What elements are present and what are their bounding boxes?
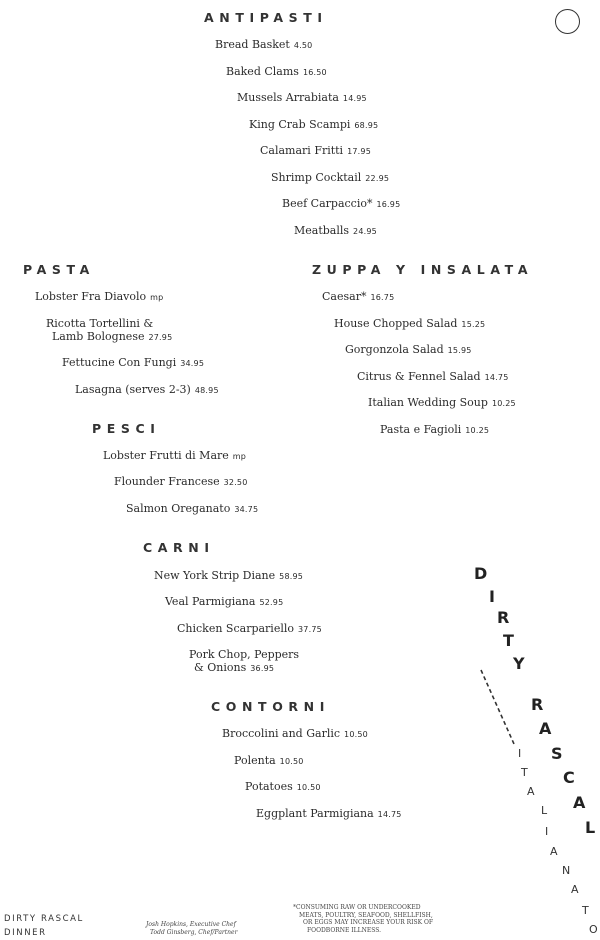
logo-letter: R [497, 608, 510, 627]
item-name: Pasta e Fagioli [380, 423, 462, 436]
footer-brand [4, 912, 84, 940]
item-name: Calamari Fritti [260, 144, 344, 157]
menu-item [294, 224, 377, 238]
item-price: 10.50 [344, 730, 368, 739]
logo-dashed-line [478, 668, 518, 748]
menu-item [282, 197, 400, 211]
section-title-pasta: PASTA [23, 262, 95, 277]
item-price: 14.95 [342, 94, 367, 103]
menu-item [46, 317, 172, 344]
logo-letter: C [563, 768, 575, 787]
menu-item [226, 65, 327, 79]
menu-item [245, 780, 321, 794]
disclaimer-line: MEATS, POULTRY, SEAFOOD, SHELLFISH, [299, 911, 433, 919]
logo-letter: L [585, 818, 596, 837]
logo-letter-small: A [571, 883, 579, 896]
logo-letter-small: A [550, 845, 558, 858]
item-price: 14.75 [377, 810, 402, 819]
item-price: 36.95 [250, 664, 275, 673]
item-name-line2: Lamb Bolognese [52, 330, 145, 343]
logo-letter-small: T [582, 904, 589, 917]
menu-item [237, 91, 367, 105]
menu-item [222, 727, 368, 741]
item-name: Eggplant Parmigiana [256, 807, 374, 820]
item-price: 16.75 [370, 293, 395, 302]
menu-item [75, 383, 219, 397]
item-price: 68.95 [354, 121, 379, 130]
logo-letter: D [474, 564, 488, 583]
menu-item [271, 171, 389, 185]
item-name: Lobster Frutti di Mare [103, 449, 229, 462]
item-price: 10.25 [491, 399, 516, 408]
logo-letter-small: N [562, 864, 571, 877]
item-name: Chicken Scarpariello [177, 622, 294, 635]
menu-item [154, 569, 303, 583]
menu-item [126, 502, 258, 516]
item-name: King Crab Scampi [249, 118, 351, 131]
item-price: 32.50 [223, 478, 248, 487]
logo-letter-small: T [521, 766, 528, 779]
disclaimer-line: FOODBORNE ILLNESS. [307, 926, 382, 934]
menu-item [114, 475, 248, 489]
item-name: Broccolini and Garlic [222, 727, 341, 740]
item-price: 16.95 [376, 200, 401, 209]
item-price: 10.25 [465, 426, 490, 435]
logo-letter-small: I [518, 747, 522, 760]
item-name: Shrimp Cocktail [271, 171, 362, 184]
item-price: 27.95 [148, 333, 173, 342]
item-name: Bread Basket [215, 38, 290, 51]
item-price: 37.75 [298, 625, 322, 634]
logo-letter-small: L [541, 804, 548, 817]
menu-item [380, 423, 489, 437]
section-title-contorni: CONTORNI [211, 699, 330, 714]
logo-letter: R [531, 695, 544, 714]
menu-item [35, 290, 163, 304]
item-name: Baked Clams [226, 65, 299, 78]
menu-item [234, 754, 304, 768]
item-name-line2: & Onions [194, 661, 247, 674]
menu-item [103, 449, 246, 463]
item-price: 14.75 [484, 373, 509, 382]
item-price: 52.95 [259, 598, 284, 607]
menu-item [260, 144, 371, 158]
item-price: 10.50 [279, 757, 304, 766]
menu-item [62, 356, 204, 370]
chef-credit: Josh Hopkins, Executive Chef [146, 921, 236, 928]
menu-item [165, 595, 283, 609]
item-name: Meatballs [294, 224, 350, 237]
item-name: House Chopped Salad [334, 317, 458, 330]
circle-mark [555, 9, 580, 34]
disclaimer-line: *CONSUMING RAW OR UNDERCOOKED [293, 904, 421, 911]
footer-brand-name: DIRTY RASCAL [4, 914, 84, 924]
menu-item [177, 622, 322, 636]
item-name: Salmon Oreganato [126, 502, 231, 515]
logo-letter-small: I [545, 825, 549, 838]
item-price: 4.50 [293, 41, 313, 50]
logo-letter: A [573, 793, 586, 812]
item-name: Beef Carpaccio* [282, 197, 373, 210]
footer-disclaimer [293, 904, 433, 934]
item-name: Veal Parmigiana [165, 595, 256, 608]
item-name: Potatoes [245, 780, 293, 793]
item-name: New York Strip Diane [154, 569, 276, 582]
item-name: Italian Wedding Soup [368, 396, 488, 409]
item-price: 22.95 [365, 174, 390, 183]
menu-item [334, 317, 485, 331]
menu-item [368, 396, 516, 410]
menu-item [256, 807, 402, 821]
footer-menu-type: DINNER [4, 928, 47, 938]
item-name: Mussels Arrabiata [237, 91, 339, 104]
logo-letter: Y [513, 654, 525, 673]
section-title-pesci: PESCI [92, 421, 161, 436]
item-price: 15.25 [461, 320, 486, 329]
chef-credit: Todd Ginsberg, Chef/Partner [150, 929, 238, 936]
footer-chefs [146, 921, 237, 937]
menu-item [345, 343, 472, 357]
menu-item [215, 38, 312, 52]
item-price: 15.95 [447, 346, 472, 355]
item-price: 48.95 [194, 386, 219, 395]
menu-item [189, 648, 299, 675]
item-name-line1: Pork Chop, Peppers [189, 648, 300, 661]
item-name: Lasagna (serves 2-3) [75, 383, 191, 396]
menu-item [322, 290, 394, 304]
item-name-line1: Ricotta Tortellini & [46, 317, 154, 330]
item-price: 17.95 [347, 147, 371, 156]
item-name: Fettucine Con Fungi [62, 356, 177, 369]
item-name: Flounder Francese [114, 475, 220, 488]
logo-letter-small: A [527, 785, 535, 798]
item-price: 34.75 [234, 505, 259, 514]
item-price: 10.50 [296, 783, 321, 792]
disclaimer-line: OR EGGS MAY INCREASE YOUR RISK OF [303, 919, 434, 926]
item-name: Citrus & Fennel Salad [357, 370, 481, 383]
logo-letter: I [489, 587, 495, 606]
item-price: 34.95 [180, 359, 205, 368]
item-price: mp [150, 293, 164, 302]
section-title-zuppa-y-insalata: ZUPPA Y INSALATA [312, 262, 534, 277]
section-title-antipasti: ANTIPASTI [204, 10, 328, 25]
logo-letter: T [503, 631, 514, 650]
menu-item [249, 118, 378, 132]
item-price: 24.95 [353, 227, 377, 236]
item-price: mp [232, 452, 247, 461]
menu-item [357, 370, 508, 384]
item-name: Caesar* [322, 290, 367, 303]
item-name: Gorgonzola Salad [345, 343, 444, 356]
item-price: 16.50 [302, 68, 327, 77]
logo-letter: S [551, 744, 563, 763]
item-name: Lobster Fra Diavolo [35, 290, 147, 303]
logo-letter: A [539, 719, 552, 738]
item-price: 58.95 [279, 572, 304, 581]
item-name: Polenta [234, 754, 276, 767]
section-title-carni: CARNI [143, 540, 215, 555]
logo-letter-small: O [589, 923, 598, 936]
